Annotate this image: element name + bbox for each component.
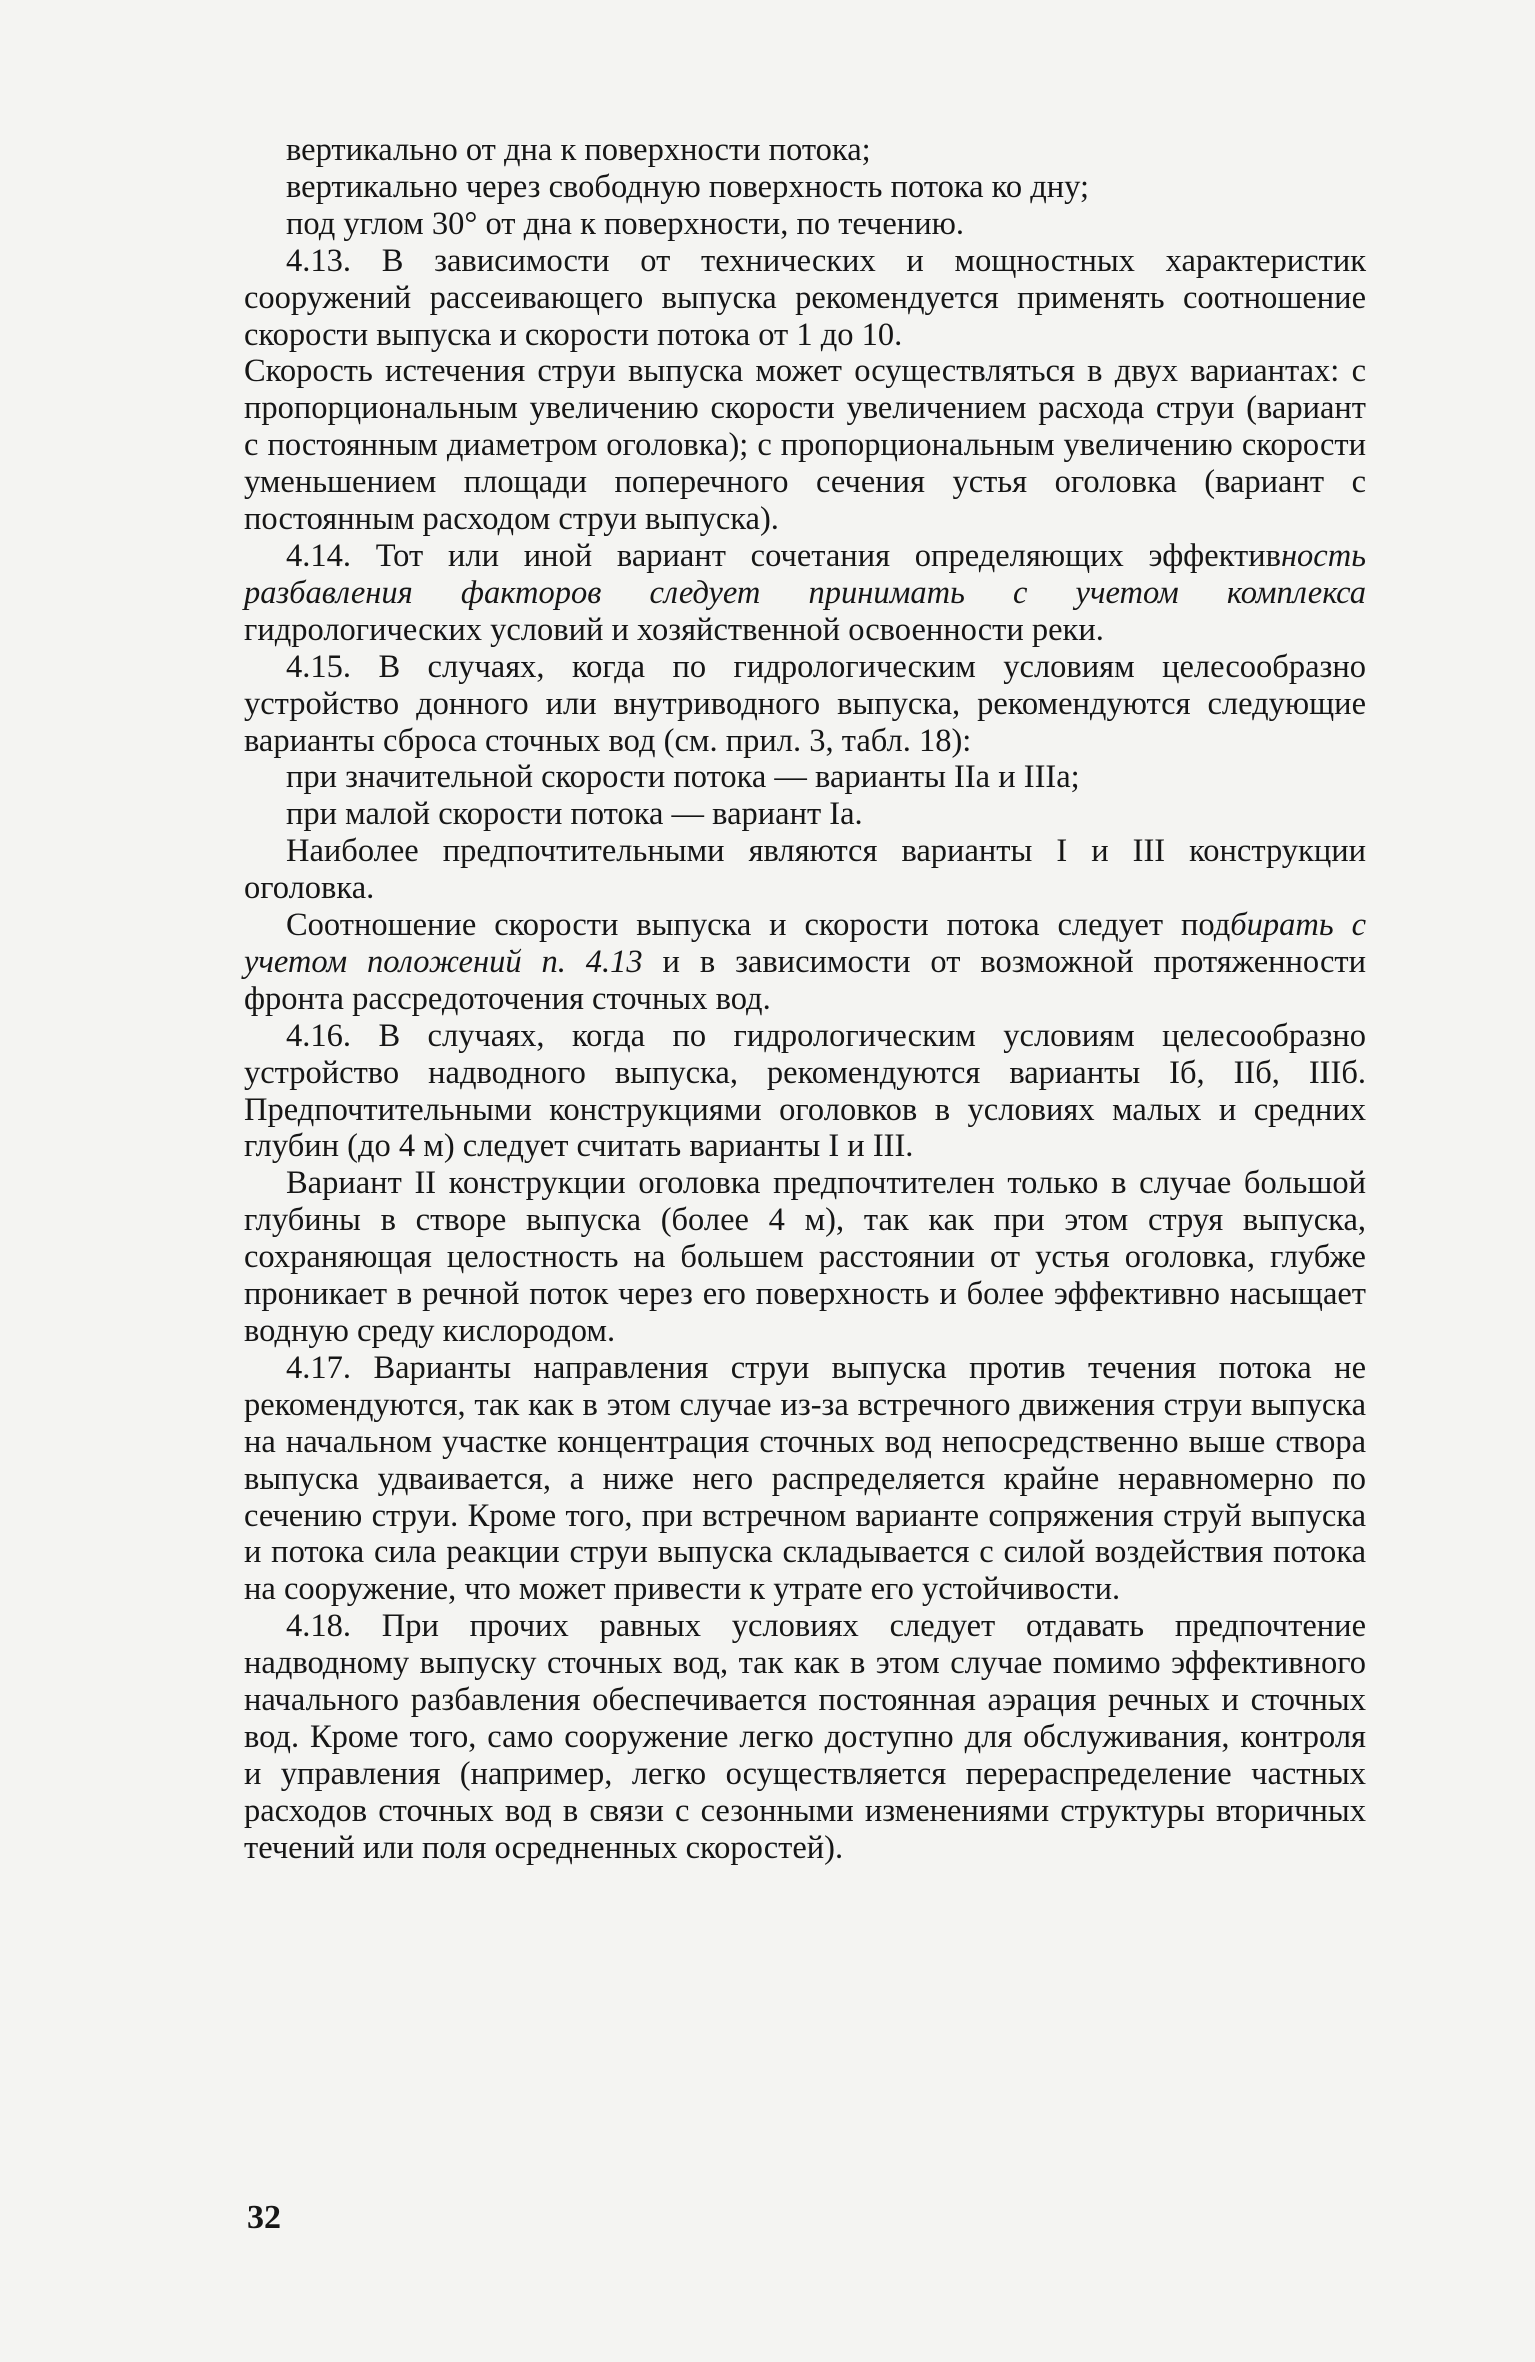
list-item: вертикально от дна к поверхности потока; (286, 132, 871, 168)
list-item: при значительной скорости потока — варианты IIa и IIIa; (286, 759, 1080, 796)
paragraph-4-18: 4.18. При прочих равных условиях следует отдавать предпочтение надводному выпуску сточных вод, так как в этом случае помимо эффективного начального разбавления обеспечивается постоянная аэрация речных и сточных вод. Кроме того, само сооружение легко доступно для обслуживания, контроля и управления (например, легко осуществляется перераспределение частных расходов сточных вод в связи с сезонными изменениями структуры вторичных течений или поля осредненных скоростей). (244, 1608, 1366, 1866)
paragraph-4-15-ratio-rest: и в зависимости от возможной протяженности фронта рассредоточения сточных вод. (244, 943, 1366, 1017)
paragraph-4-16-variant: Вариант II конструкции оголовка предпочтителен только в случае большой глубины в створе выпуска (более 4 м), так как при этом струя выпуска, сохраняющая целостность на большем расстоянии от устья оголовка, глубже проникает в речной поток через его поверхность и более эффективно насыщает водную среду кислородом. (244, 1165, 1366, 1349)
paragraph-4-14-rest: гидрологических условий и хозяйственной освоенности реки. (244, 611, 1104, 648)
paragraph-4-15: 4.15. В случаях, когда по гидрологическим условиям целесообразно устройство донного или внутриводного выпуска, рекомендуются следующие варианты сброса сточных вод (см. прил. 3, табл. 18): (244, 648, 1366, 759)
paragraph-4-16: 4.16. В случаях, когда по гидрологическим условиям целесообразно устройство надводного выпуска, рекомендуются варианты Iб, IIб, IIIб. Предпочтительными конструкциями оголовков в условиях малых и средних глубин (до 4 м) следует считать варианты I и III. (244, 1017, 1366, 1165)
paragraph-4-15-ratio-italic: бирать с учетом положений п. 4.13 (244, 907, 1366, 980)
page-number: 32 (247, 2199, 281, 2236)
list-item: при малой скорости потока — вариант Ia. (286, 796, 863, 833)
paragraph-4-15-ratio (244, 907, 1366, 1018)
list-item: под углом 30° от дна к поверхности, по течению. (286, 205, 964, 242)
list-item: вертикально через свободную поверхность потока ко дну; (286, 168, 1089, 205)
paragraph-4-14-lead: 4.14. Тот или иной вариант сочетания определяющих эффектив (286, 537, 1281, 574)
paragraph-4-15-preferred: Наиболее предпочтительными являются варианты I и III конструкции оголовка. (244, 833, 1366, 907)
paragraph-4-17: 4.17. Варианты направления струи выпуска против течения потока не рекомендуются, так как в этом случае из-за встречного движения струи выпуска на начальном участке концентрация сточных вод непосредственно выше створа выпуска удваивается, а ниже него распределяется крайне неравномерно по сечению струи. Кроме того, при встречном варианте сопряжения струй выпуска и потока сила реакции струи выпуска складывается с силой воздействия потока на сооружение, что может привести к утрате его устойчивости. (244, 1349, 1366, 1608)
paragraph-4-15-ratio-lead: Соотношение скорости выпуска и скорости потока следует под (286, 907, 1231, 944)
document-page (244, 132, 1366, 1867)
paragraph-4-13: 4.13. В зависимости от технических и мощностных характеристик сооружений рассеивающего выпуска рекомендуется применять соотношение скорости выпуска и скорости потока от 1 до 10. (244, 242, 1366, 353)
paragraph-4-14-italic: ность разбавления факторов следует принимать с учетом комплекса (244, 537, 1366, 611)
paragraph-4-13-continued: Скорость истечения струи выпуска может осуществляться в двух вариантах: с пропорциональным увеличению скорости увеличением расхода струи (вариант с постоянным диаметром оголовка); с пропорциональным увеличению скорости уменьшением площади поперечного сечения устья оголовка (вариант с постоянным расходом струи выпуска). (244, 353, 1366, 538)
paragraph-4-14 (244, 538, 1366, 649)
